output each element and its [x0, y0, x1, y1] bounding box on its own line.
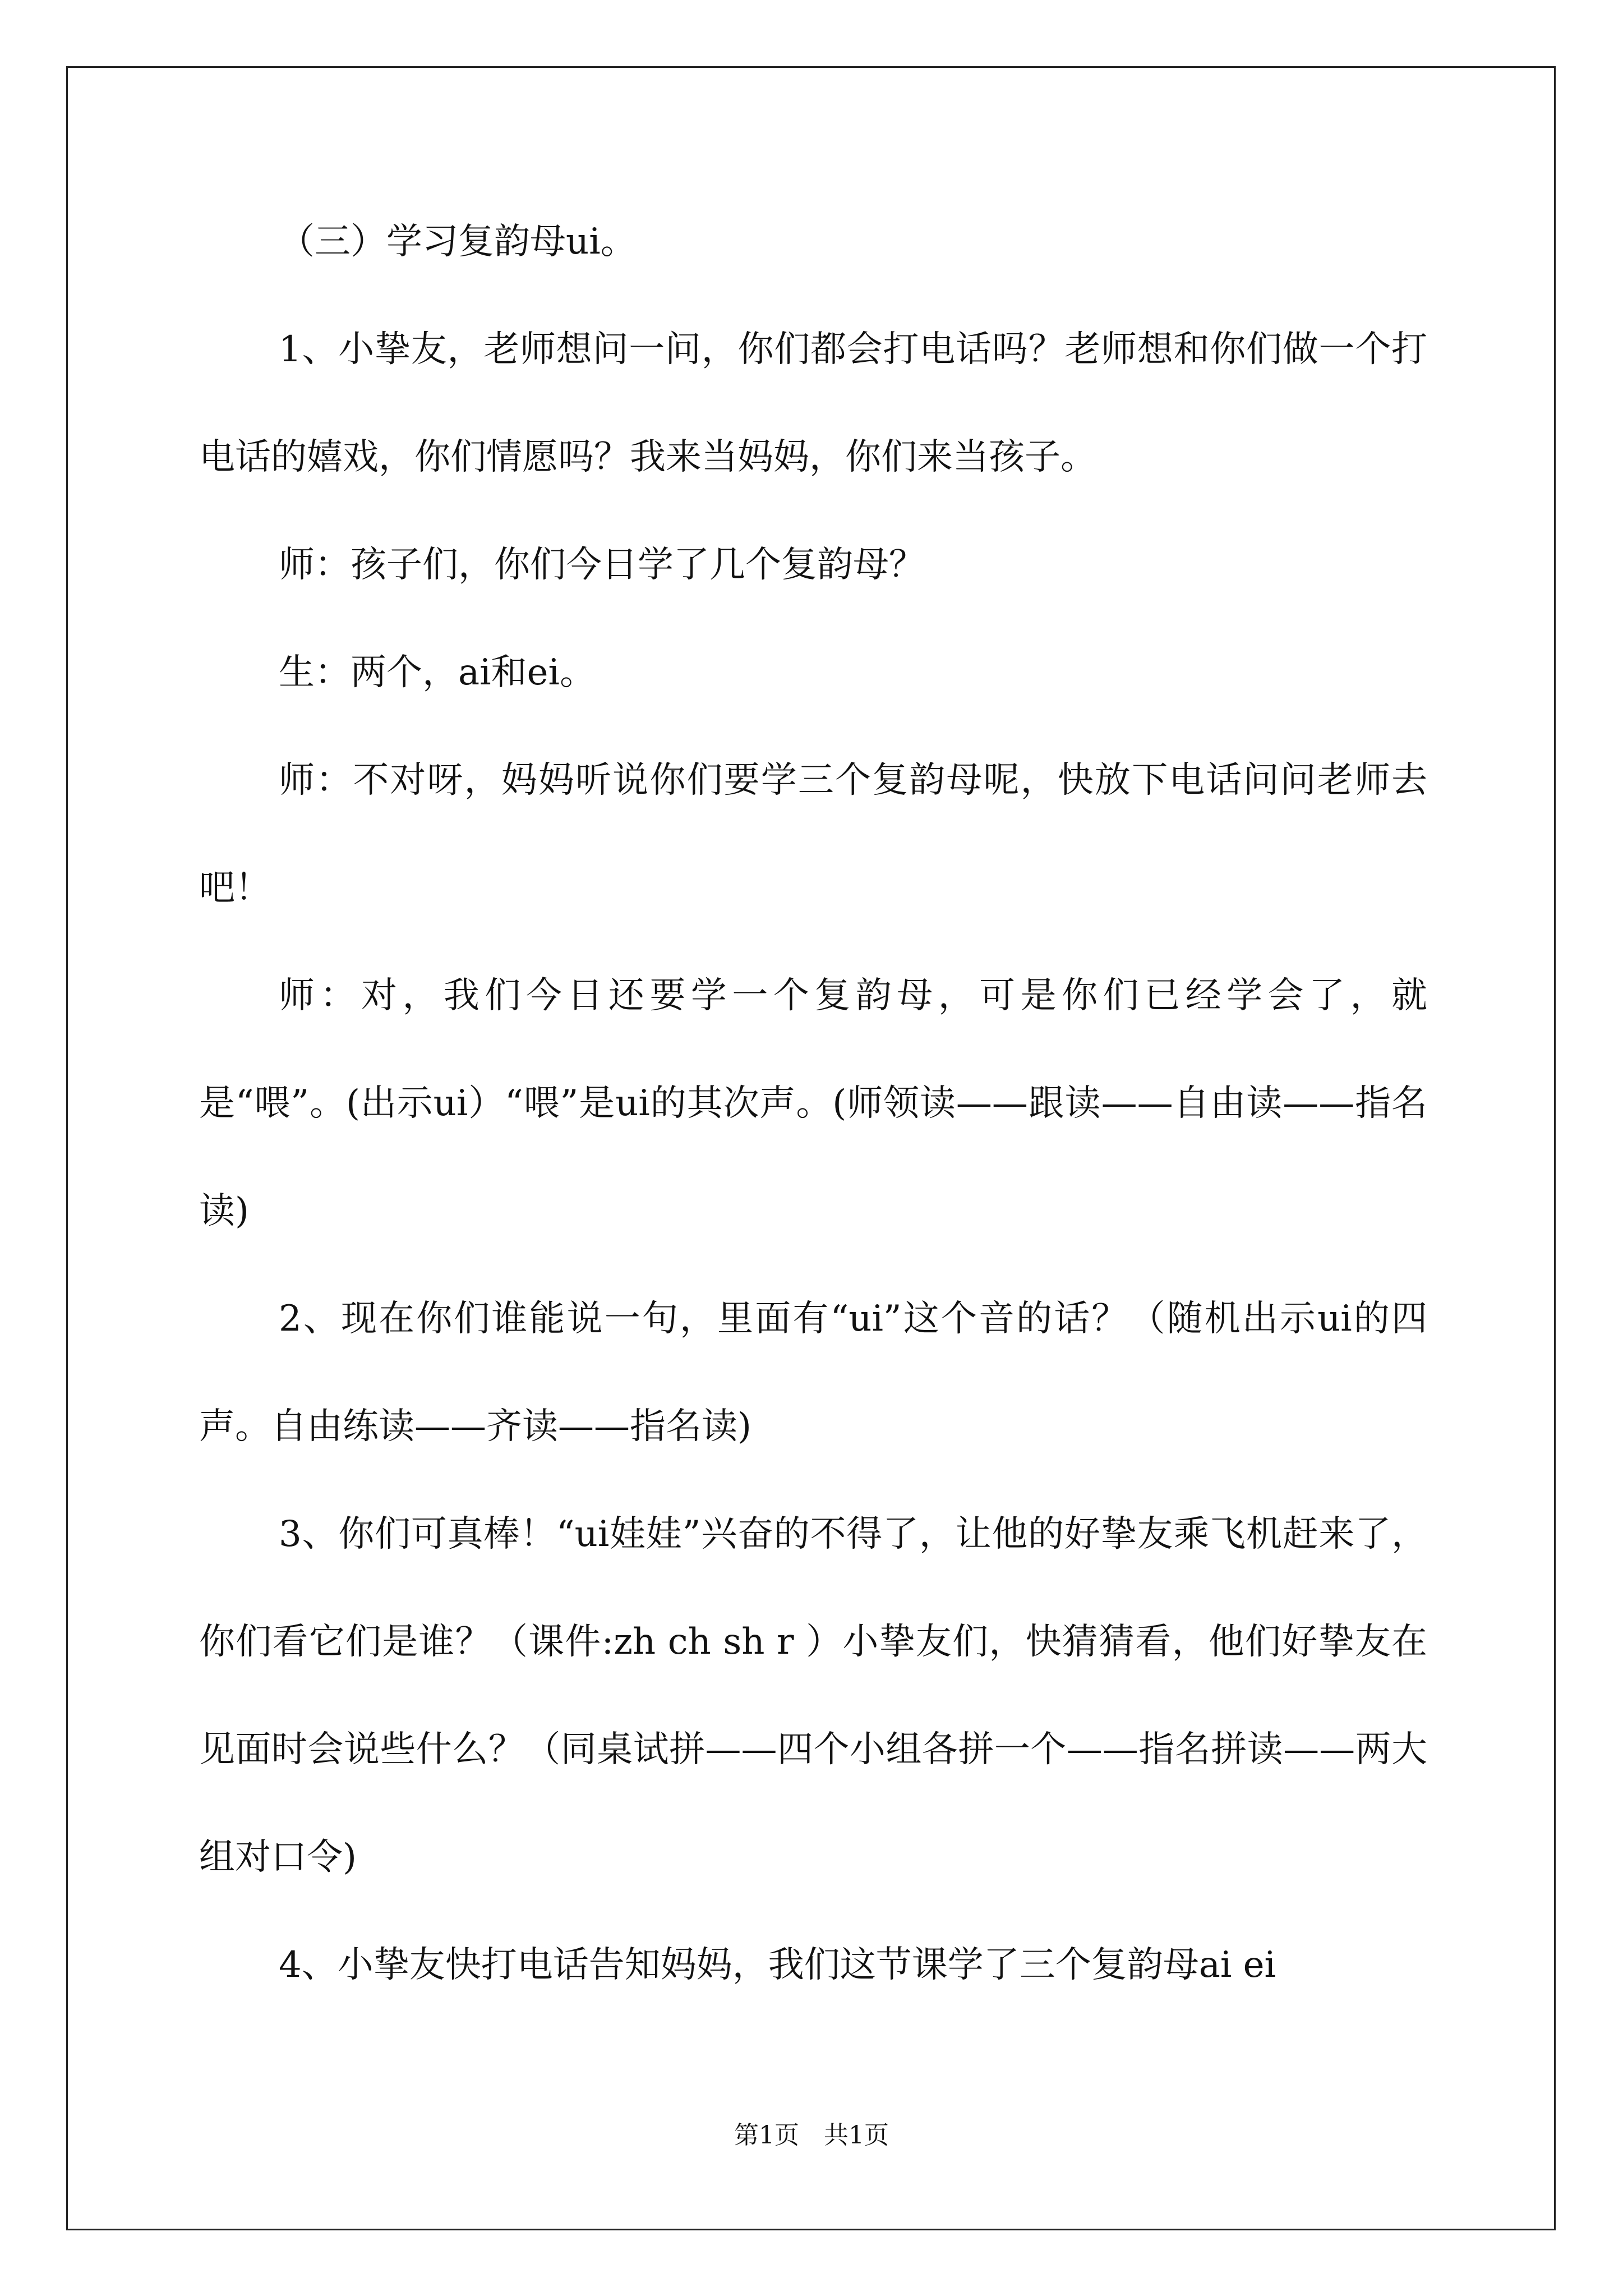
- paragraph: 2、现在你们谁能说一句，里面有“ui”这个音的话？（随机出示ui的四声。自由练读——齐读——指名读): [199, 1298, 1427, 1447]
- paragraph: 3、你们可真棒！“ui娃娃”兴奋的不得了，让他的好挚友乘飞机赶来了，你们看它们是谁？（课件:zh ch sh r ）小挚友们，快猜猜看，他们好挚友在见面时会说些什么？（同桌试拼——四个小组各拼一个——指名拼读——两大组对口令): [199, 1513, 1427, 1878]
- paragraph: 师：不对呀，妈妈听说你们要学三个复韵母呢，快放下电话问问老师去吧！: [199, 760, 1427, 909]
- page-number-label: 第1页 共1页: [734, 2121, 889, 2150]
- paragraph: 4、小挚友快打电话告知妈妈，我们这节课学了三个复韵母ai ei: [279, 1944, 1276, 1986]
- document-body: [199, 188, 1427, 2019]
- paragraph: 师：孩子们，你们今日学了几个复韵母？: [279, 544, 925, 586]
- paragraph: 1、小挚友，老师想问一问，你们都会打电话吗？老师想和你们做一个打电话的嬉戏，你们情愿吗？我来当妈妈，你们来当孩子。: [199, 329, 1427, 478]
- paragraph: （三）学习复韵母ui。: [279, 221, 637, 263]
- paragraph: 师：对，我们今日还要学一个复韵母，可是你们已经学会了，就是“喂”。(出示ui）“喂”是ui的其次声。(师领读——跟读——自由读——指名读): [199, 975, 1427, 1232]
- page-footer: [0, 2115, 1623, 2151]
- paragraph: 生：两个，ai和ei。: [279, 652, 596, 693]
